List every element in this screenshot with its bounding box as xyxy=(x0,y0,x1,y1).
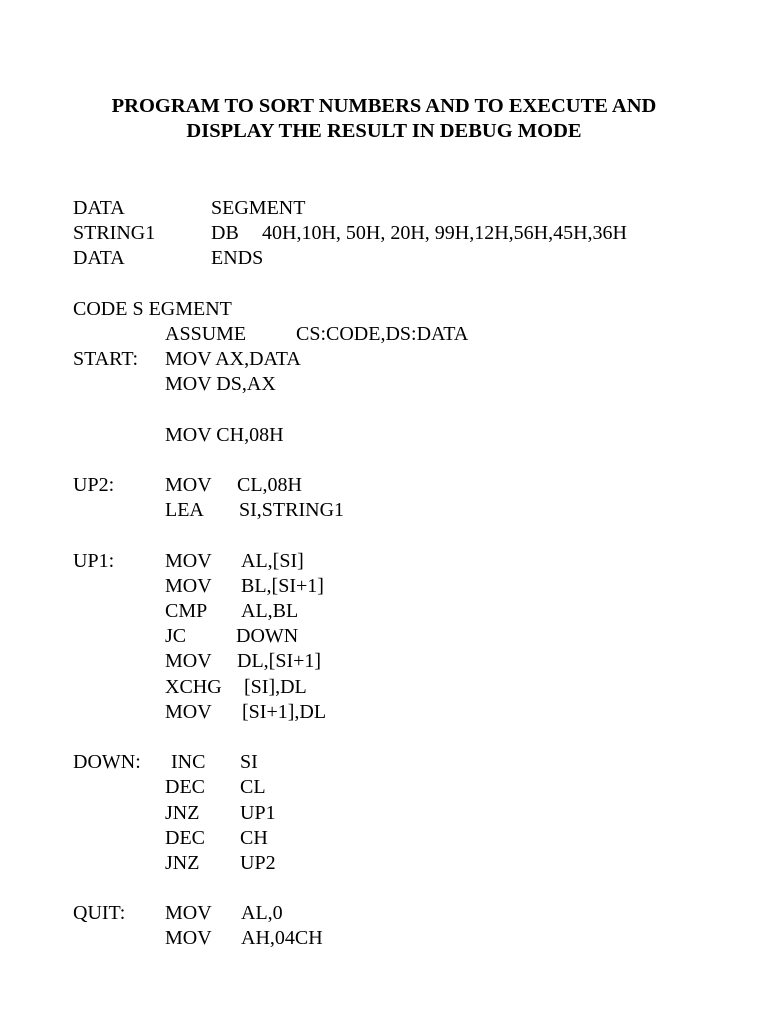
code-opcode: LEA xyxy=(165,499,204,522)
code-directive: SEGMENT xyxy=(211,197,306,219)
code-line xyxy=(0,624,768,649)
code-line xyxy=(0,851,768,876)
code-line xyxy=(0,901,768,926)
code-directive: DB xyxy=(211,222,239,245)
code-instruction: MOV DS,AX xyxy=(165,373,276,396)
code-line xyxy=(0,599,768,624)
code-line xyxy=(0,473,768,498)
code-opcode: MOV xyxy=(165,700,212,723)
code-line xyxy=(0,926,768,951)
code-operand: UP1 xyxy=(240,801,276,824)
code-label: DATA xyxy=(73,247,125,270)
code-label: DOWN: xyxy=(73,751,141,774)
code-operand: CL,08H xyxy=(237,474,302,497)
code-line xyxy=(0,750,768,775)
code-operand: AH,04CH xyxy=(241,927,323,950)
code-label: START: xyxy=(73,348,139,371)
code-opcode: DEC xyxy=(165,776,205,799)
code-line xyxy=(0,347,768,372)
code-instruction: MOV AX,DATA xyxy=(165,348,301,371)
code-instruction: MOV CH,08H xyxy=(165,423,284,446)
code-operand: SI,STRING1 xyxy=(239,499,345,522)
code-line xyxy=(0,675,768,700)
code-operand: DL,[SI+1] xyxy=(237,650,322,673)
code-operand: CH xyxy=(240,826,268,849)
code-line xyxy=(0,322,768,347)
code-operand: CS:CODE,DS:DATA xyxy=(296,322,469,345)
code-line xyxy=(0,649,768,674)
code-line xyxy=(0,700,768,725)
code-operand: [SI+1],DL xyxy=(242,700,327,723)
code-operand: AL,BL xyxy=(241,600,299,622)
code-opcode: JC xyxy=(165,625,187,648)
code-opcode: MOV xyxy=(165,574,212,597)
code-line xyxy=(0,801,768,826)
code-opcode: JNZ xyxy=(165,801,200,824)
code-line xyxy=(0,498,768,523)
code-opcode: MOV xyxy=(165,927,212,950)
code-line xyxy=(0,775,768,800)
code-line xyxy=(0,297,768,322)
document-title-line-2: DISPLAY THE RESULT IN DEBUG MODE xyxy=(186,120,582,142)
code-opcode: MOV xyxy=(165,902,212,925)
code-operand: AL,0 xyxy=(241,902,283,925)
code-label: STRING1 xyxy=(73,222,156,245)
code-operand: BL,[SI+1] xyxy=(241,574,324,597)
code-operand: [SI],DL xyxy=(244,675,307,698)
code-opcode: XCHG xyxy=(165,675,222,698)
code-label: UP2: xyxy=(73,474,115,497)
code-directive: ENDS xyxy=(211,247,264,270)
code-operand: DOWN xyxy=(236,625,299,648)
code-opcode: MOV xyxy=(165,549,212,572)
code-operand: 40H,10H, 50H, 20H, 99H,12H,56H,45H,36H xyxy=(262,222,627,245)
code-operand: CL xyxy=(240,776,266,799)
code-line xyxy=(0,423,768,448)
code-line xyxy=(0,549,768,574)
code-opcode: JNZ xyxy=(165,851,200,874)
code-opcode: DEC xyxy=(165,826,205,849)
document-title-line-1: PROGRAM TO SORT NUMBERS AND TO EXECUTE AND xyxy=(111,95,657,117)
code-operand: AL,[SI] xyxy=(241,549,304,572)
code-directive: ASSUME xyxy=(165,322,247,345)
code-segment-header: CODE S EGMENT xyxy=(73,297,232,320)
code-opcode: MOV xyxy=(165,474,212,497)
code-line xyxy=(0,574,768,599)
code-line xyxy=(0,246,768,271)
code-line xyxy=(0,826,768,851)
code-line xyxy=(0,221,768,246)
code-opcode: INC xyxy=(171,751,206,774)
code-label: UP1: xyxy=(73,549,115,572)
code-opcode: MOV xyxy=(165,650,212,673)
code-label: DATA xyxy=(73,197,125,219)
code-line xyxy=(0,372,768,397)
code-operand: UP2 xyxy=(240,851,276,874)
code-operand: SI xyxy=(240,751,258,774)
assembly-listing xyxy=(0,196,768,952)
code-opcode: CMP xyxy=(165,600,208,622)
code-line xyxy=(0,196,768,221)
code-label: QUIT: xyxy=(73,902,126,925)
